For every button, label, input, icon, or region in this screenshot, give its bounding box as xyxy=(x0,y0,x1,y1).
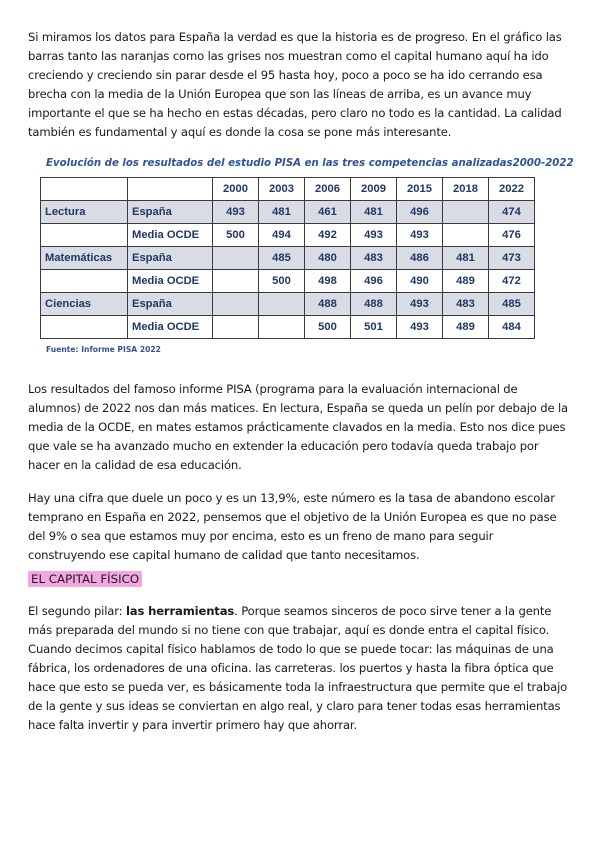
score-cell: 493 xyxy=(397,293,443,316)
score-cell: 481 xyxy=(259,201,305,224)
row-group: Media OCDE xyxy=(128,224,213,247)
pisa-figure xyxy=(40,158,574,354)
paragraph-lead: El segundo pilar: xyxy=(28,604,126,618)
row-group: Media OCDE xyxy=(128,316,213,339)
paragraph-bold: las herramientas xyxy=(125,604,235,618)
header-year: 2000 xyxy=(213,178,259,201)
table-row xyxy=(41,201,535,224)
header-cell-empty xyxy=(41,178,128,201)
score-cell: 496 xyxy=(351,270,397,293)
header-year: 2006 xyxy=(305,178,351,201)
row-category xyxy=(41,224,128,247)
table-source: Fuente: Informe PISA 2022 xyxy=(46,345,161,354)
score-cell xyxy=(213,316,259,339)
score-cell: 500 xyxy=(305,316,351,339)
score-cell: 489 xyxy=(443,316,489,339)
score-cell: 472 xyxy=(489,270,535,293)
row-category xyxy=(41,316,128,339)
score-cell: 483 xyxy=(443,293,489,316)
score-cell: 488 xyxy=(305,293,351,316)
score-cell: 485 xyxy=(259,247,305,270)
score-cell: 484 xyxy=(489,316,535,339)
score-cell: 493 xyxy=(213,201,259,224)
score-cell: 493 xyxy=(351,224,397,247)
score-cell: 481 xyxy=(351,201,397,224)
score-cell: 476 xyxy=(489,224,535,247)
paragraph-progress: Si miramos los datos para España la verdad es que la historia es de progreso. En el gráfico las barras tanto las naranjas como las grises nos muestran como el capital humano aquí ha ido creciendo y creciendo sin parar desde el 95 hasta hoy, poco a poco se ha ido cerrando esa brecha con la media de la Unión Europea que son las líneas de arriba, es un avance muy importante el que se ha hecho en estas décadas, pero claro no todo es la cantidad. La calidad también es fundamental y aquí es donde la cosa se pone más interesante. xyxy=(28,30,562,139)
row-group: España xyxy=(128,293,213,316)
header-year: 2009 xyxy=(351,178,397,201)
paragraph-pisa-results: Los resultados del famoso informe PISA (programa para la evaluación internacional de alumnos) de 2022 nos dan más matices. En lectura, España se queda un pelín por debajo de la media de la OCDE, en mates estamos prácticamente clavados en la media. Esto nos dice pues que vale se ha avanzado mucho en extender la educación pero todavía queda trabajo por hacer en la calidad de esa educación. xyxy=(28,382,568,472)
table-row xyxy=(41,247,535,270)
table-header-row xyxy=(41,178,535,201)
score-cell: 474 xyxy=(489,201,535,224)
table-title: Evolución de los resultados del estudio PISA en las tres competencias analizadas2000-2022 xyxy=(46,158,574,169)
score-cell: 490 xyxy=(397,270,443,293)
score-cell: 488 xyxy=(351,293,397,316)
row-group: España xyxy=(128,201,213,224)
score-cell: 480 xyxy=(305,247,351,270)
score-cell xyxy=(213,293,259,316)
score-cell: 486 xyxy=(397,247,443,270)
row-category xyxy=(41,270,128,293)
row-group: Media OCDE xyxy=(128,270,213,293)
score-cell xyxy=(213,247,259,270)
header-cell-empty xyxy=(128,178,213,201)
score-cell xyxy=(443,224,489,247)
score-cell: 489 xyxy=(443,270,489,293)
score-cell: 498 xyxy=(305,270,351,293)
row-category: Matemáticas xyxy=(41,247,128,270)
header-year: 2003 xyxy=(259,178,305,201)
paragraph-physical-capital xyxy=(28,602,572,735)
score-cell: 461 xyxy=(305,201,351,224)
table-row xyxy=(41,270,535,293)
score-cell: 483 xyxy=(351,247,397,270)
pisa-table xyxy=(40,177,535,339)
score-cell xyxy=(213,270,259,293)
table-row xyxy=(41,293,535,316)
header-year: 2018 xyxy=(443,178,489,201)
score-cell: 493 xyxy=(397,224,443,247)
header-year: 2015 xyxy=(397,178,443,201)
score-cell: 493 xyxy=(397,316,443,339)
score-cell: 500 xyxy=(259,270,305,293)
section-heading: EL CAPITAL FÍSICO xyxy=(28,571,142,587)
score-cell xyxy=(443,201,489,224)
score-cell: 496 xyxy=(397,201,443,224)
row-category: Ciencias xyxy=(41,293,128,316)
score-cell: 494 xyxy=(259,224,305,247)
score-cell xyxy=(259,293,305,316)
score-cell: 473 xyxy=(489,247,535,270)
score-cell: 485 xyxy=(489,293,535,316)
paragraph-dropout: Hay una cifra que duele un poco y es un 13,9%, este número es la tasa de abandono escolar temprano en España en 2022, pensemos que el objetivo de la Unión Europea es que no pase del 9% o sea que estamos muy por encima, esto es un freno de mano para seguir construyendo ese capital humano de calidad que tanto necesitamos. xyxy=(28,491,557,562)
header-year: 2022 xyxy=(489,178,535,201)
score-cell: 500 xyxy=(213,224,259,247)
score-cell xyxy=(259,316,305,339)
row-category: Lectura xyxy=(41,201,128,224)
score-cell: 481 xyxy=(443,247,489,270)
score-cell: 492 xyxy=(305,224,351,247)
table-row xyxy=(41,224,535,247)
score-cell: 501 xyxy=(351,316,397,339)
paragraph-rest: . Porque seamos sinceros de poco sirve tener a la gente más preparada del mundo si no tiene con que trabajar, aquí es donde entra el capital físico. Cuando decimos capital físico hablamos de todo lo que se puede tocar: las máquinas de una fábrica, los ordenadores de una oficina. las carreteras. los puertos y hasta la fibra óptica que hace que esto se pueda ver, es básicamente toda la infraestructura que permite que el trabajo de la gente y sus ideas se conviertan en algo real, y claro para tener todas esas herramientas hace falta invertir y para invertir primero hay que ahorrar. xyxy=(28,604,568,732)
table-row xyxy=(41,316,535,339)
row-group: España xyxy=(128,247,213,270)
